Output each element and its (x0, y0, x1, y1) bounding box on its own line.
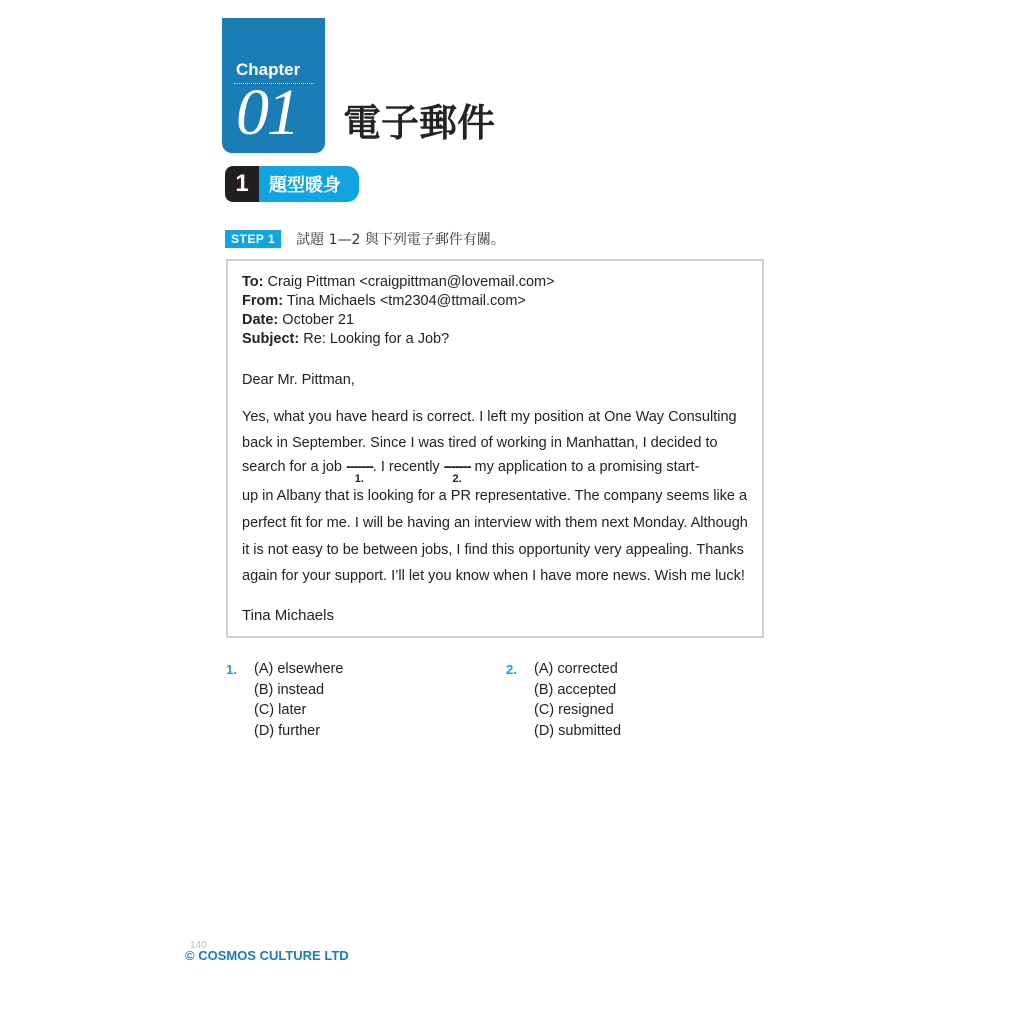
step-badge: STEP 1 (225, 230, 281, 248)
chapter-title: 電子郵件 (343, 101, 496, 145)
question-number: 2. (506, 662, 517, 677)
option-c[interactable]: (C) resigned (534, 702, 614, 718)
email-body-line: it is not easy to be between jobs, I find this opportunity very appealing. Thanks (242, 542, 744, 558)
section-badge (225, 166, 359, 202)
option-a[interactable]: (A) elsewhere (254, 661, 344, 677)
email-subject-line (242, 331, 449, 347)
email-body-line: again for your support. I’ll let you know when I have more news. Wish me luck! (242, 568, 745, 584)
date-value: October 21 (282, 312, 355, 328)
from-value: Tina Michaels <tm2304@ttmail.com> (286, 293, 526, 309)
chapter-number: 01 (236, 76, 298, 149)
email-body-line: back in September. Since I was tired of working in Manhattan, I decided to (242, 435, 718, 451)
to-label: To: (242, 274, 264, 290)
step-instruction: 試題 1—2 與下列電子郵件有關。 (296, 232, 505, 248)
email-body-line: up in Albany that is looking for a PR representative. The company seems like a (242, 488, 748, 504)
section-number: 1 (225, 166, 259, 202)
email-date-line (242, 312, 354, 328)
blank-2-dashes: ------- (443, 459, 471, 475)
option-c[interactable]: (C) later (254, 702, 307, 718)
from-label: From: (242, 293, 284, 309)
date-label: Date: (242, 312, 279, 328)
subject-label: Subject: (242, 331, 300, 347)
option-d[interactable]: (D) further (254, 722, 321, 739)
email-to-line (242, 274, 555, 290)
blank-2 (443, 459, 471, 485)
body-text: my application to a promising start- (470, 459, 700, 475)
option-a[interactable]: (A) corrected (534, 661, 618, 677)
chapter-tab (222, 18, 325, 153)
blank-2-number: 2. (452, 473, 462, 485)
section-label: 題型暖身 (259, 166, 359, 202)
email-body-line: perfect fit for me. I will be having an interview with them next Monday. Although (242, 515, 748, 531)
email-body-line-with-blanks (242, 459, 700, 485)
option-b[interactable]: (B) accepted (534, 681, 617, 698)
question-number: 1. (226, 662, 237, 677)
question-options (254, 661, 343, 743)
blank-1 (345, 459, 373, 485)
copyright-notice: © COSMOS CULTURE LTD (185, 948, 349, 963)
blank-1-number: 1. (354, 473, 364, 485)
email-body-line: Yes, what you have heard is correct. I left my position at One Way Consulting (242, 409, 737, 425)
step-instruction-row (225, 229, 505, 249)
chapter-word: Chapter (236, 60, 301, 79)
question-options (534, 661, 621, 743)
email-signature: Tina Michaels (242, 607, 334, 624)
email-salutation: Dear Mr. Pittman, (242, 372, 355, 388)
subject-value: Re: Looking for a Job? (303, 331, 450, 347)
blank-1-dashes: ------- (345, 459, 373, 475)
email-box (226, 259, 764, 638)
option-b[interactable]: (B) instead (254, 681, 325, 698)
option-d[interactable]: (D) submitted (534, 722, 622, 739)
body-text: . I recently (372, 459, 444, 475)
email-from-line (242, 293, 526, 309)
page-number: 140 (190, 940, 207, 951)
to-value: Craig Pittman <craigpittman@lovemail.com> (267, 274, 555, 290)
body-text: search for a job (242, 459, 346, 475)
